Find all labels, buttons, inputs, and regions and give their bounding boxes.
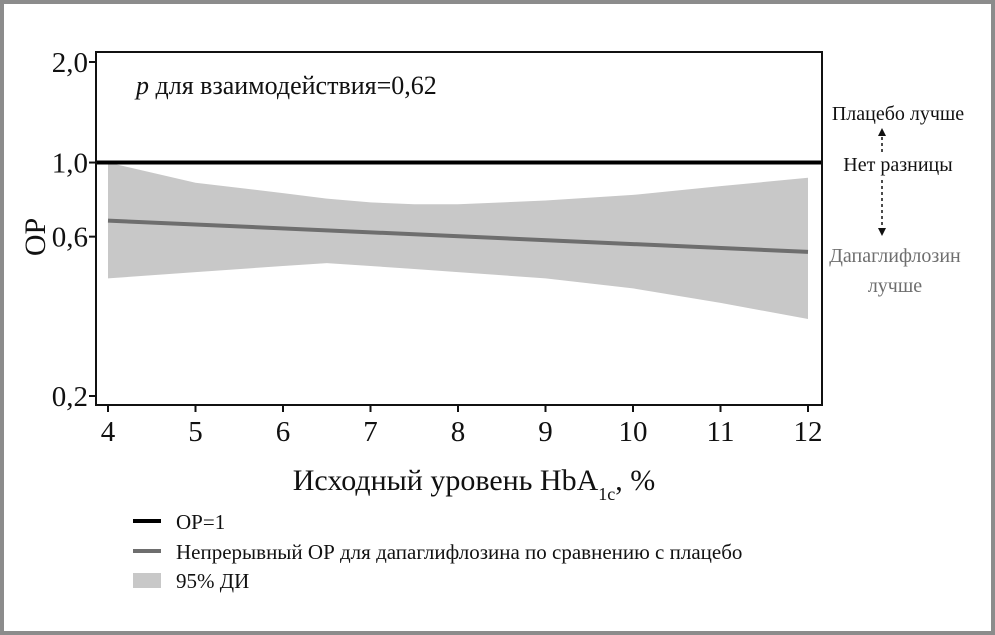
label-dapagliflozin-better-line2: лучше [867,275,923,297]
label-dapagliflozin-better-line1: Дапаглифлозин [829,245,961,267]
legend-label-band: 95% ДИ [176,569,250,593]
y-tick-label: 0,6 [51,221,88,254]
x-axis-label-main: Исходный уровень HbA [292,464,599,497]
x-tick-label: 12 [793,416,823,448]
y-tick-label: 2,0 [51,47,88,79]
x-tick-label: 7 [363,416,378,448]
x-tick-label: 10 [618,416,648,448]
label-placebo-better: Плацебо лучше [831,103,965,125]
interaction-p-annotation [134,71,437,100]
legend-swatch-band [133,573,161,588]
y-axis-label: ОР [19,217,52,257]
x-tick-label: 8 [450,416,466,448]
p-annotation-text: для взаимодействия=0,62 [149,71,437,100]
x-tick-label: 4 [100,416,116,448]
ci-band [108,163,808,320]
x-axis-label [293,464,655,504]
p-symbol: p [136,71,149,100]
label-no-difference: Нет разницы [843,154,953,176]
x-tick-label: 11 [706,416,735,448]
legend-label-ref: ОР=1 [176,510,226,534]
x-axis-label-suffix: , % [615,464,656,497]
x-axis-label-subscript: 1c [598,484,616,504]
x-tick-label: 9 [538,416,553,448]
legend-label-line: Непрерывный ОР для дапаглифлозина по сравнению с плацебо [176,540,743,564]
x-tick-label: 6 [275,416,291,448]
y-tick-label: 0,2 [51,381,88,413]
x-tick-label: 5 [188,416,203,448]
y-tick-label: 1,0 [51,147,88,180]
